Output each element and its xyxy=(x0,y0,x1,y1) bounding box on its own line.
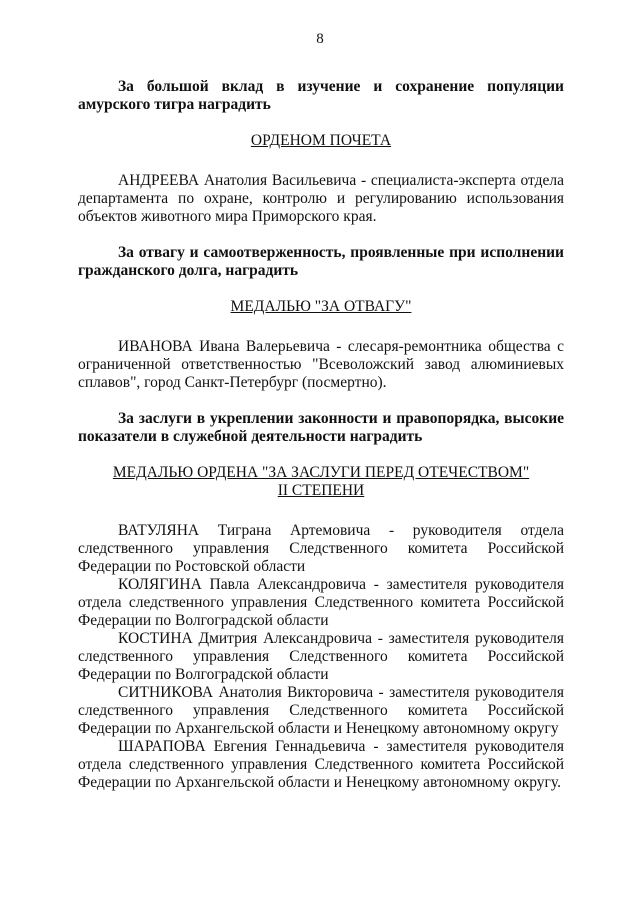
section-2-recipient-1: ИВАНОВА Ивана Валерьевича - слесаря-ремонтника общества с ограниченной ответственностью "Всеволожский завод алюминиевых сплавов", город Санкт-Петербург (посмертно). xyxy=(78,338,564,391)
section-3-recipient-5: ШАРАПОВА Евгения Геннадьевича - заместителя руководителя отдела следственного управления Следственного комитета Российской Федерации по Архангельской области и Ненецкому автономному округу. xyxy=(78,738,564,791)
section-1-award-title: ОРДЕНОМ ПОЧЕТА xyxy=(250,132,392,149)
section-2-intro: За отвагу и самоотверженность, проявленные при исполнении гражданского долга, наградить xyxy=(78,244,564,279)
section-2-award-title: МЕДАЛЬЮ "ЗА ОТВАГУ" xyxy=(230,298,412,315)
document-body xyxy=(78,78,564,792)
section-3-recipient-3: КОСТИНА Дмитрия Александровича - заместителя руководителя следственного управления Следственного комитета Российской Федерации по Волгоградской области xyxy=(78,630,564,683)
section-3-recipient-2: КОЛЯГИНА Павла Александровича - заместителя руководителя отдела следственного управления Следственного комитета Российской Федерации по Волгоградской области xyxy=(78,576,564,629)
section-3-recipient-1: ВАТУЛЯНА Тиграна Артемовича - руководителя отдела следственного управления Следственного комитета Российской Федерации по Ростовской области xyxy=(78,522,564,575)
section-3-recipient-4: СИТНИКОВА Анатолия Викторовича - заместителя руководителя следственного управления Следственного комитета Российской Федерации по Архангельской области и Ненецкому автономному округу xyxy=(78,684,564,737)
section-1-recipient-1: АНДРЕЕВА Анатолия Васильевича - специалиста-эксперта отдела департамента по охране, контролю и регулированию использования объектов животного мира Приморского края. xyxy=(78,172,564,225)
page-number: 8 xyxy=(316,31,324,47)
section-3-award-title-line-1: МЕДАЛЬЮ ОРДЕНА "ЗА ЗАСЛУГИ ПЕРЕД ОТЕЧЕСТВОМ" xyxy=(112,464,530,481)
section-3-award-title-line-2: II СТЕПЕНИ xyxy=(277,482,365,499)
section-1-intro: За большой вклад в изучение и сохранение популяции амурского тигра наградить xyxy=(78,78,564,113)
section-3-intro: За заслуги в укреплении законности и правопорядка, высокие показатели в служебной деятельности наградить xyxy=(78,410,564,445)
